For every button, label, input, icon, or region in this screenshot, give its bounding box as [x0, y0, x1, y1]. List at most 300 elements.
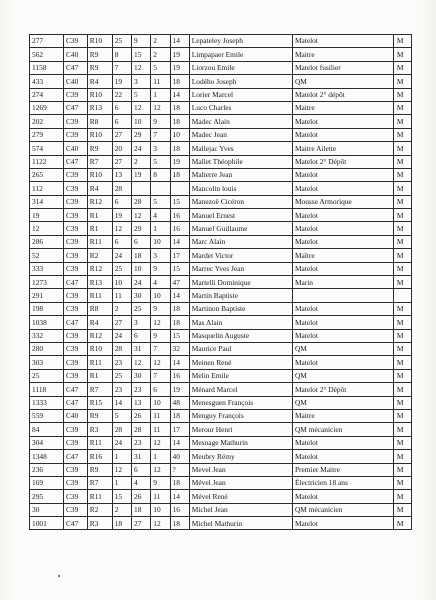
field-b-cell: 29 [132, 128, 151, 141]
scan-speck [58, 575, 60, 577]
table-row [30, 61, 412, 74]
day-cell: 24 [112, 329, 131, 342]
name-cell: Mas Alain [189, 316, 292, 329]
category-cell: C39 [64, 88, 88, 101]
flag-cell: M [393, 436, 411, 449]
category-cell: C47 [64, 276, 88, 289]
grade-cell: Matelot [292, 209, 393, 222]
row-number-cell: 303 [30, 356, 64, 369]
row-number-cell: 574 [30, 142, 64, 155]
category-cell: C39 [64, 476, 88, 489]
category-cell: C39 [64, 222, 88, 235]
day-cell: 2 [112, 503, 131, 516]
row-number-cell: 30 [30, 503, 64, 516]
register-cell: R1 [87, 209, 112, 222]
grade-cell: Matelot [292, 356, 393, 369]
flag-cell: M [393, 142, 411, 155]
category-cell: C39 [64, 249, 88, 262]
grade-cell: Matelot [292, 302, 393, 315]
field-d-cell: 18 [170, 302, 189, 315]
flag-cell: M [393, 88, 411, 101]
register-cell: R10 [87, 342, 112, 355]
field-d-cell: 48 [170, 396, 189, 409]
flag-cell: M [393, 383, 411, 396]
field-b-cell: 12 [132, 356, 151, 369]
grade-cell: QM [292, 342, 393, 355]
day-cell: 28 [112, 342, 131, 355]
name-cell: Mével Jean [189, 476, 292, 489]
grade-cell: Maitre Ailette [292, 142, 393, 155]
field-c-cell: 12 [151, 517, 170, 530]
flag-cell: M [393, 48, 411, 61]
day-cell: 24 [112, 436, 131, 449]
field-c-cell: 4 [151, 209, 170, 222]
flag-cell [393, 289, 411, 302]
category-cell: C39 [64, 369, 88, 382]
grade-cell: Électricien 18 ans [292, 476, 393, 489]
grade-cell: Maitre [292, 101, 393, 114]
grade-cell: Matelot [292, 235, 393, 248]
grade-cell: QM mécanicien [292, 503, 393, 516]
grade-cell: Mousse Armorique [292, 195, 393, 208]
table-row [30, 182, 412, 195]
register-cell: R16 [87, 450, 112, 463]
row-number-cell: 332 [30, 329, 64, 342]
field-c-cell: 9 [151, 329, 170, 342]
field-b-cell: 12 [132, 61, 151, 74]
row-number-cell: 84 [30, 423, 64, 436]
register-cell: R1 [87, 369, 112, 382]
field-b-cell: 29 [132, 222, 151, 235]
flag-cell: M [393, 302, 411, 315]
day-cell: 22 [112, 88, 131, 101]
grade-cell: Maître [292, 249, 393, 262]
field-b-cell: 23 [132, 383, 151, 396]
register-cell: R7 [87, 155, 112, 168]
field-c-cell: 11 [151, 423, 170, 436]
row-number-cell: 433 [30, 75, 64, 88]
table-row [30, 48, 412, 61]
field-d-cell: 15 [170, 262, 189, 275]
field-b-cell: 10 [132, 262, 151, 275]
flag-cell: M [393, 222, 411, 235]
field-d-cell: 18 [170, 115, 189, 128]
register-cell: R3 [87, 423, 112, 436]
row-number-cell: 12 [30, 222, 64, 235]
category-cell: C40 [64, 142, 88, 155]
day-cell: 25 [112, 35, 131, 48]
flag-cell: M [393, 235, 411, 248]
register-cell: R8 [87, 115, 112, 128]
field-d-cell: 18 [170, 75, 189, 88]
row-number-cell: 112 [30, 182, 64, 195]
day-cell: 6 [112, 101, 131, 114]
register-cell: R8 [87, 302, 112, 315]
field-c-cell: 1 [151, 88, 170, 101]
field-d-cell: 18 [170, 517, 189, 530]
field-c-cell: 11 [151, 490, 170, 503]
grade-cell: Maitre [292, 409, 393, 422]
row-number-cell: 279 [30, 128, 64, 141]
field-d-cell: 17 [170, 249, 189, 262]
register-cell: R9 [87, 409, 112, 422]
row-number-cell: 562 [30, 48, 64, 61]
register-cell: R9 [87, 463, 112, 476]
row-number-cell: 333 [30, 262, 64, 275]
name-cell: Melin Emile [189, 369, 292, 382]
table-row [30, 88, 412, 101]
field-b-cell [132, 182, 151, 195]
field-b-cell: 13 [132, 396, 151, 409]
day-cell: 6 [112, 115, 131, 128]
field-d-cell: 14 [170, 490, 189, 503]
day-cell: 18 [112, 517, 131, 530]
category-cell: C47 [64, 517, 88, 530]
table-row [30, 101, 412, 114]
grade-cell: QM [292, 396, 393, 409]
register-cell: R15 [87, 396, 112, 409]
field-c-cell: 3 [151, 249, 170, 262]
register-cell: R7 [87, 476, 112, 489]
name-cell: Manuel Ernest [189, 209, 292, 222]
category-cell: C39 [64, 195, 88, 208]
field-b-cell: 6 [132, 463, 151, 476]
field-c-cell: 4 [151, 276, 170, 289]
field-c-cell: 10 [151, 289, 170, 302]
grade-cell: Matelot [292, 450, 393, 463]
name-cell: Martelli Dominique [189, 276, 292, 289]
field-b-cell: 10 [132, 115, 151, 128]
field-b-cell: 27 [132, 517, 151, 530]
field-c-cell: 7 [151, 369, 170, 382]
table-row [30, 75, 412, 88]
flag-cell: M [393, 342, 411, 355]
grade-cell: QM mécanicien [292, 423, 393, 436]
register-cell: R1 [87, 222, 112, 235]
row-number-cell: 559 [30, 409, 64, 422]
name-cell: Mesnage Mathurin [189, 436, 292, 449]
field-d-cell: 19 [170, 48, 189, 61]
name-cell: Ménard Marcel [189, 383, 292, 396]
row-number-cell: 1118 [30, 383, 64, 396]
field-d-cell: 18 [170, 168, 189, 181]
category-cell: C39 [64, 436, 88, 449]
field-b-cell: 28 [132, 423, 151, 436]
table-row [30, 168, 412, 181]
register-cell: R13 [87, 276, 112, 289]
field-d-cell: 47 [170, 276, 189, 289]
table-row [30, 115, 412, 128]
grade-cell: Matelot [292, 262, 393, 275]
field-d-cell: 18 [170, 409, 189, 422]
flag-cell: M [393, 517, 411, 530]
field-b-cell: 18 [132, 249, 151, 262]
register-cell: R11 [87, 235, 112, 248]
field-b-cell: 5 [132, 88, 151, 101]
category-cell: C39 [64, 115, 88, 128]
category-cell: C39 [64, 302, 88, 315]
name-cell: Meubry Rémy [189, 450, 292, 463]
row-number-cell: 198 [30, 302, 64, 315]
category-cell: C40 [64, 48, 88, 61]
grade-cell: Matelot [292, 182, 393, 195]
field-b-cell: 19 [132, 168, 151, 181]
category-cell: C39 [64, 209, 88, 222]
name-cell: Masquelin Auguste [189, 329, 292, 342]
field-c-cell: 10 [151, 396, 170, 409]
category-cell: C39 [64, 182, 88, 195]
register-cell: R9 [87, 48, 112, 61]
field-c-cell: 9 [151, 302, 170, 315]
category-cell: C39 [64, 490, 88, 503]
day-cell: 10 [112, 276, 131, 289]
grade-cell: Matelot [292, 436, 393, 449]
name-cell: Merour Henri [189, 423, 292, 436]
table-row [30, 476, 412, 489]
field-c-cell: 8 [151, 168, 170, 181]
table-row [30, 409, 412, 422]
field-b-cell: 23 [132, 436, 151, 449]
field-d-cell: 32 [170, 342, 189, 355]
flag-cell: M [393, 503, 411, 516]
day-cell: 20 [112, 142, 131, 155]
grade-cell: Matelot [292, 490, 393, 503]
flag-cell: M [393, 450, 411, 463]
day-cell: 2 [112, 302, 131, 315]
day-cell: 1 [112, 450, 131, 463]
grade-cell: Matelot 2° dépôt [292, 88, 393, 101]
field-b-cell: 4 [132, 476, 151, 489]
field-d-cell: 18 [170, 142, 189, 155]
name-cell: Michel Jean [189, 503, 292, 516]
flag-cell: M [393, 463, 411, 476]
field-d-cell: 14 [170, 35, 189, 48]
day-cell: 23 [112, 383, 131, 396]
field-c-cell: 6 [151, 383, 170, 396]
day-cell: 6 [112, 235, 131, 248]
row-number-cell: 277 [30, 35, 64, 48]
day-cell: 12 [112, 222, 131, 235]
row-number-cell: 169 [30, 476, 64, 489]
day-cell: 11 [112, 289, 131, 302]
flag-cell: M [393, 182, 411, 195]
row-number-cell: 1333 [30, 396, 64, 409]
name-cell: Mevel Jean [189, 463, 292, 476]
register-cell: R13 [87, 101, 112, 114]
category-cell: C47 [64, 450, 88, 463]
row-number-cell: 274 [30, 88, 64, 101]
category-cell: C39 [64, 35, 88, 48]
name-cell: Mallejac Yves [189, 142, 292, 155]
category-cell: C47 [64, 396, 88, 409]
field-d-cell: 19 [170, 61, 189, 74]
crew-register-table [29, 34, 412, 530]
name-cell: Meinen René [189, 356, 292, 369]
day-cell: 5 [112, 409, 131, 422]
field-b-cell: 28 [132, 195, 151, 208]
category-cell: C47 [64, 316, 88, 329]
field-c-cell: 12 [151, 463, 170, 476]
day-cell: 1 [112, 476, 131, 489]
grade-cell: Matelot [292, 115, 393, 128]
row-number-cell: 1038 [30, 316, 64, 329]
field-c-cell: 10 [151, 235, 170, 248]
register-cell: R2 [87, 249, 112, 262]
category-cell: C39 [64, 289, 88, 302]
flag-cell: M [393, 356, 411, 369]
field-c-cell: 12 [151, 436, 170, 449]
table-row [30, 463, 412, 476]
name-cell: Limpapaer Emile [189, 48, 292, 61]
field-c-cell [151, 182, 170, 195]
grade-cell: Matelot 2° Dépôt [292, 155, 393, 168]
grade-cell: Matelot [292, 222, 393, 235]
category-cell: C39 [64, 262, 88, 275]
table-row [30, 289, 412, 302]
day-cell: 19 [112, 75, 131, 88]
row-number-cell: 1158 [30, 61, 64, 74]
field-b-cell: 24 [132, 142, 151, 155]
flag-cell: M [393, 396, 411, 409]
field-c-cell: 9 [151, 115, 170, 128]
name-cell: Mardet Victor [189, 249, 292, 262]
field-d-cell: 18 [170, 476, 189, 489]
field-d-cell: 18 [170, 316, 189, 329]
flag-cell: M [393, 155, 411, 168]
field-d-cell: ? [170, 463, 189, 476]
table-row [30, 503, 412, 516]
category-cell: C39 [64, 168, 88, 181]
category-cell: C39 [64, 128, 88, 141]
name-cell: Madec Alain [189, 115, 292, 128]
field-d-cell: 15 [170, 329, 189, 342]
row-number-cell: 202 [30, 115, 64, 128]
day-cell: 23 [112, 356, 131, 369]
field-c-cell: 12 [151, 101, 170, 114]
table-row [30, 423, 412, 436]
name-cell: Manezoë Cicéron [189, 195, 292, 208]
grade-cell [292, 289, 393, 302]
day-cell: 8 [112, 48, 131, 61]
register-cell: R2 [87, 503, 112, 516]
grade-cell: QM [292, 75, 393, 88]
day-cell: 27 [112, 316, 131, 329]
field-b-cell: 31 [132, 342, 151, 355]
table-row [30, 450, 412, 463]
table-row [30, 342, 412, 355]
field-b-cell: 31 [132, 450, 151, 463]
row-number-cell: 291 [30, 289, 64, 302]
grade-cell: Matelot [292, 35, 393, 48]
field-c-cell: 5 [151, 155, 170, 168]
field-b-cell: 3 [132, 316, 151, 329]
name-cell: Martinon Baptiste [189, 302, 292, 315]
flag-cell: M [393, 276, 411, 289]
register-cell: R11 [87, 289, 112, 302]
grade-cell: Premier Maitre [292, 463, 393, 476]
name-cell: Luco Charles [189, 101, 292, 114]
flag-cell: M [393, 316, 411, 329]
table-row [30, 209, 412, 222]
table-row [30, 142, 412, 155]
table-row [30, 396, 412, 409]
field-d-cell: 16 [170, 369, 189, 382]
name-cell: Malterre Jean [189, 168, 292, 181]
row-number-cell: 286 [30, 235, 64, 248]
flag-cell: M [393, 101, 411, 114]
table-row [30, 222, 412, 235]
row-number-cell: 25 [30, 369, 64, 382]
register-cell: R3 [87, 517, 112, 530]
field-b-cell: 26 [132, 490, 151, 503]
table-row [30, 276, 412, 289]
field-c-cell: 9 [151, 262, 170, 275]
flag-cell: M [393, 262, 411, 275]
field-b-cell: 15 [132, 48, 151, 61]
name-cell: Mancolin louis [189, 182, 292, 195]
category-cell: C39 [64, 356, 88, 369]
name-cell: Michel Mathurin [189, 517, 292, 530]
grade-cell: Matelot 2° Dépôt [292, 383, 393, 396]
register-cell: R7 [87, 383, 112, 396]
row-number-cell: 236 [30, 463, 64, 476]
flag-cell: M [393, 35, 411, 48]
category-cell: C47 [64, 155, 88, 168]
register-cell: R10 [87, 35, 112, 48]
row-number-cell: 314 [30, 195, 64, 208]
table-row [30, 356, 412, 369]
field-b-cell: 2 [132, 155, 151, 168]
register-cell: R11 [87, 436, 112, 449]
register-cell: R10 [87, 168, 112, 181]
flag-cell: M [393, 115, 411, 128]
category-cell: C40 [64, 409, 88, 422]
field-c-cell: 12 [151, 316, 170, 329]
table-row [30, 316, 412, 329]
category-cell: C47 [64, 61, 88, 74]
field-b-cell: 30 [132, 289, 151, 302]
name-cell: Lorier Marcel [189, 88, 292, 101]
flag-cell: M [393, 490, 411, 503]
table-row [30, 155, 412, 168]
name-cell: Lepateley Joseph [189, 35, 292, 48]
day-cell: 24 [112, 249, 131, 262]
row-number-cell: 295 [30, 490, 64, 503]
register-cell: R4 [87, 316, 112, 329]
field-c-cell: 11 [151, 409, 170, 422]
field-b-cell: 6 [132, 235, 151, 248]
field-b-cell: 24 [132, 276, 151, 289]
day-cell: 7 [112, 61, 131, 74]
field-b-cell: 12 [132, 209, 151, 222]
table-row [30, 436, 412, 449]
name-cell: Menguy François [189, 409, 292, 422]
flag-cell: M [393, 423, 411, 436]
field-d-cell: 14 [170, 436, 189, 449]
table-row [30, 195, 412, 208]
row-number-cell: 1273 [30, 276, 64, 289]
category-cell: C39 [64, 503, 88, 516]
row-number-cell: 280 [30, 342, 64, 355]
table-row [30, 329, 412, 342]
day-cell: 28 [112, 423, 131, 436]
field-c-cell: 3 [151, 142, 170, 155]
flag-cell: M [393, 195, 411, 208]
flag-cell: M [393, 168, 411, 181]
grade-cell: Matelot [292, 329, 393, 342]
table-row [30, 262, 412, 275]
category-cell: C39 [64, 463, 88, 476]
